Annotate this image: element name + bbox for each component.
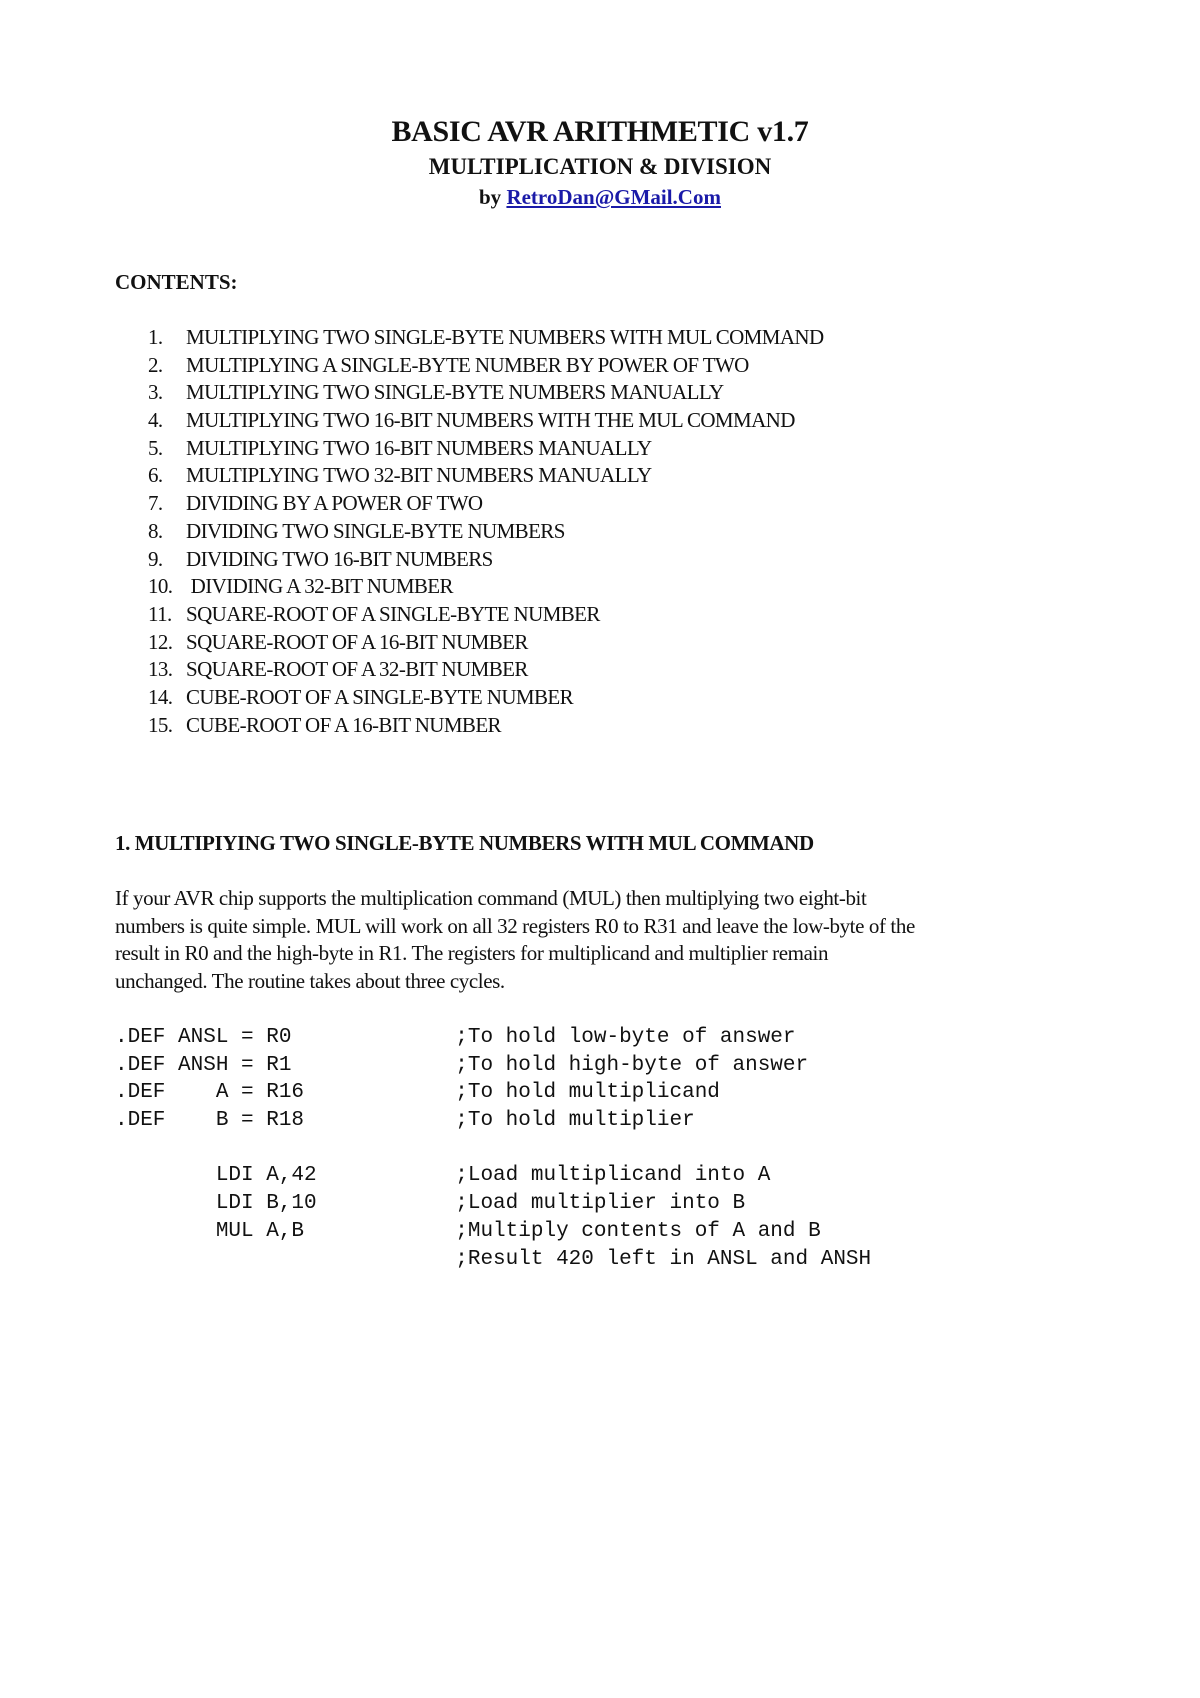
contents-item-label: CUBE-ROOT OF A 16-BIT NUMBER (186, 712, 501, 737)
paragraph-line: If your AVR chip supports the multiplication command (MUL) then multiplying two eight-bit (115, 886, 867, 910)
contents-item-number: 14. (148, 684, 173, 709)
paragraph-line: result in R0 and the high-byte in R1. The registers for multiplicand and multiplier remain (115, 941, 829, 966)
code-line: MUL A,B ;Multiply contents of A and B (115, 1219, 821, 1243)
contents-item (148, 379, 824, 407)
contents-item-number: 1. (148, 325, 163, 349)
contents-item-number: 13. (148, 657, 173, 682)
code-line (115, 1135, 871, 1163)
contents-item-number: 7. (148, 491, 163, 516)
author-byline (0, 184, 1200, 210)
contents-item-number: 2. (148, 352, 163, 377)
paragraph-line: unchanged. The routine takes about three cycles. (115, 969, 505, 994)
contents-item-label: DIVIDING TWO SINGLE-BYTE NUMBERS (186, 518, 565, 543)
contents-item-label: MULTIPLYING TWO SINGLE-BYTE NUMBERS WITH MUL COMMAND (186, 325, 824, 349)
contents-heading: CONTENTS: (115, 270, 238, 294)
contents-item (148, 601, 824, 629)
contents-item (148, 490, 824, 518)
contents-item-label: MULTIPLYING A SINGLE-BYTE NUMBER BY POWER OF TWO (186, 352, 749, 377)
section-paragraph (115, 885, 1105, 996)
code-line: .DEF ANSL = R0 ;To hold low-byte of answer (115, 1026, 796, 1049)
contents-item-number: 5. (148, 435, 163, 460)
contents-item-number: 3. (148, 380, 163, 405)
code-line: LDI B,10 ;Load multiplier into B (115, 1192, 746, 1216)
contents-item-label: DIVIDING TWO 16-BIT NUMBERS (186, 546, 493, 571)
contents-item-label: SQUARE-ROOT OF A 32-BIT NUMBER (186, 657, 528, 682)
contents-item-number: 9. (148, 546, 163, 571)
contents-item-number: 4. (148, 408, 163, 433)
contents-item-label: MULTIPLYING TWO 32-BIT NUMBERS MANUALLY (186, 463, 652, 488)
contents-item (148, 629, 824, 657)
contents-item (148, 684, 824, 712)
contents-item-label: SQUARE-ROOT OF A 16-BIT NUMBER (186, 629, 528, 654)
code-block (115, 1024, 871, 1273)
contents-list (148, 324, 824, 739)
contents-item (148, 712, 824, 740)
document-subtitle: MULTIPLICATION & DIVISION (428, 154, 772, 179)
contents-item-label: MULTIPLYING TWO SINGLE-BYTE NUMBERS MANUALLY (186, 380, 724, 405)
contents-item-label: MULTIPLYING TWO 16-BIT NUMBERS WITH THE MUL COMMAND (186, 408, 795, 433)
contents-item-number: 11. (148, 601, 172, 626)
paragraph-line: numbers is quite simple. MUL will work on all 32 registers R0 to R31 and leave the low-byte of the (115, 913, 915, 938)
code-line: LDI A,42 ;Load multiplicand into A (115, 1164, 771, 1188)
contents-item (148, 435, 824, 463)
contents-item-label: SQUARE-ROOT OF A SINGLE-BYTE NUMBER (186, 601, 600, 626)
contents-item (148, 656, 824, 684)
section-heading: 1. MULTIPIYING TWO SINGLE-BYTE NUMBERS WITH MUL COMMAND (115, 831, 814, 855)
contents-item-label: CUBE-ROOT OF A SINGLE-BYTE NUMBER (186, 684, 574, 709)
contents-item (148, 324, 824, 352)
document-title: BASIC AVR ARITHMETIC v1.7 (391, 115, 809, 148)
contents-item-label: DIVIDING A 32-BIT NUMBER (186, 574, 453, 599)
byline-prefix: by (479, 185, 507, 209)
author-email-link[interactable]: RetroDan@GMail.Com (506, 185, 721, 209)
contents-item (148, 407, 824, 435)
contents-item-label: DIVIDING BY A POWER OF TWO (186, 491, 483, 516)
contents-item-number: 10. (148, 574, 173, 599)
contents-item (148, 462, 824, 490)
contents-item (148, 518, 824, 546)
code-line: .DEF A = R16 ;To hold multiplicand (115, 1081, 720, 1105)
contents-item-number: 12. (148, 629, 173, 654)
contents-item-number: 15. (148, 712, 173, 737)
code-line: .DEF ANSH = R1 ;To hold high-byte of answer (115, 1053, 809, 1077)
code-line: .DEF B = R18 ;To hold multiplier (115, 1109, 695, 1133)
contents-item (148, 546, 824, 574)
code-line: ;Result 420 left in ANSL and ANSH (115, 1247, 872, 1271)
contents-item-number: 8. (148, 518, 163, 543)
contents-item (148, 573, 824, 601)
contents-item-number: 6. (148, 463, 163, 488)
contents-item-label: MULTIPLYING TWO 16-BIT NUMBERS MANUALLY (186, 435, 652, 460)
contents-item (148, 352, 824, 380)
